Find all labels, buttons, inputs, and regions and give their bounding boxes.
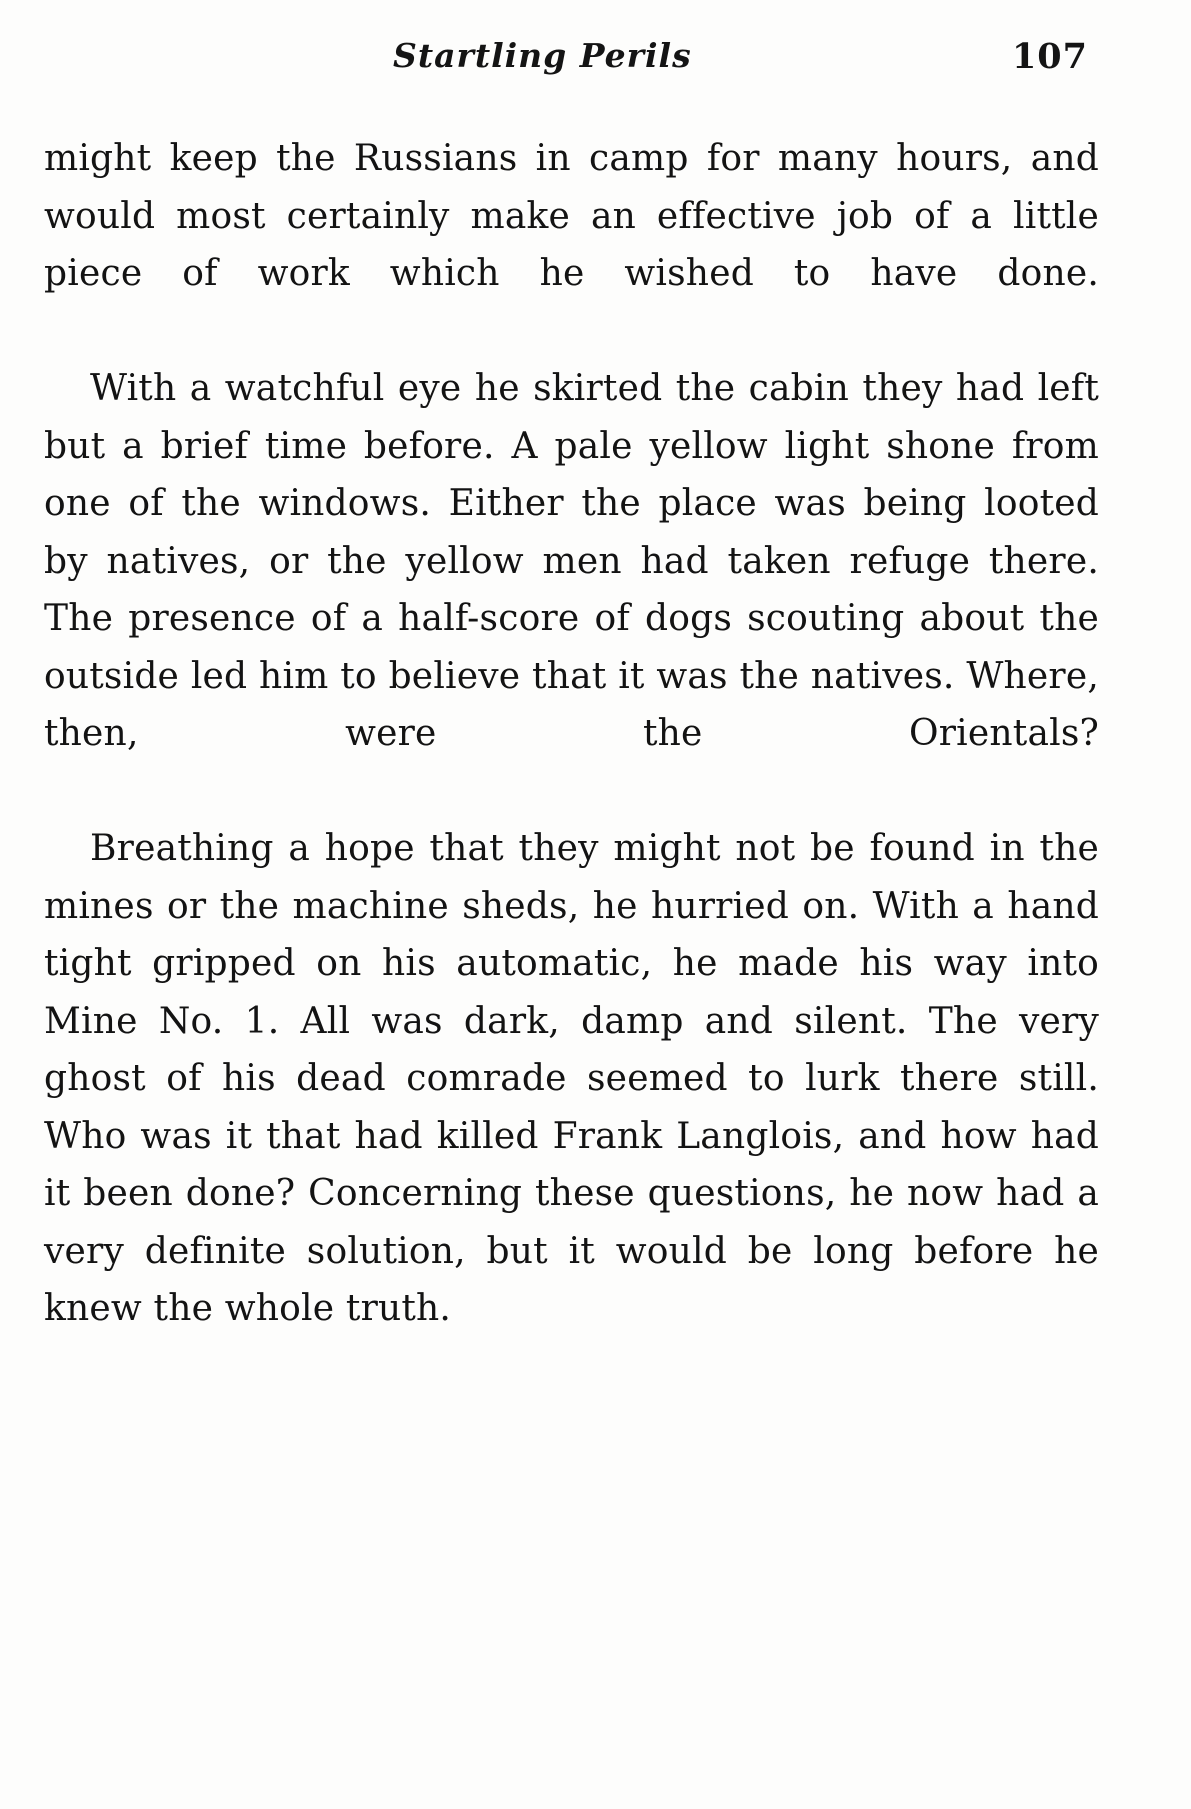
page-body	[44, 130, 1099, 1338]
page-number: 107	[1011, 36, 1088, 77]
paragraph: Breathing a hope that they might not be found in the mines or the machine sheds, he hurried on. With a hand tight gripped on his automatic, he made his way into Mine No. 1. All was dark, damp and silent. The very ghost of his dead comrade seemed to lurk there still. Who was it that had killed Frank Langlois, and how had it been done? Concerning these questions, he now had a very definite solution, but it would be long before he knew the whole truth.	[44, 828, 1099, 1329]
paragraph: might keep the Russians in camp for many hours, and would most certainly make an effective job of a little piece of work which he wished to have done.	[44, 138, 1099, 294]
paragraph: With a watchful eye he skirted the cabin they had left but a brief time before. A pale yellow light shone from one of the windows. Either the place was being looted by natives, or the yellow men had taken refuge there. The presence of a half-score of dogs scouting about the outside led him to believe that it was the natives. Where, then, were the Orientals?	[44, 368, 1099, 754]
page-header	[38, 36, 1138, 96]
running-title: Startling Perils	[393, 36, 692, 75]
